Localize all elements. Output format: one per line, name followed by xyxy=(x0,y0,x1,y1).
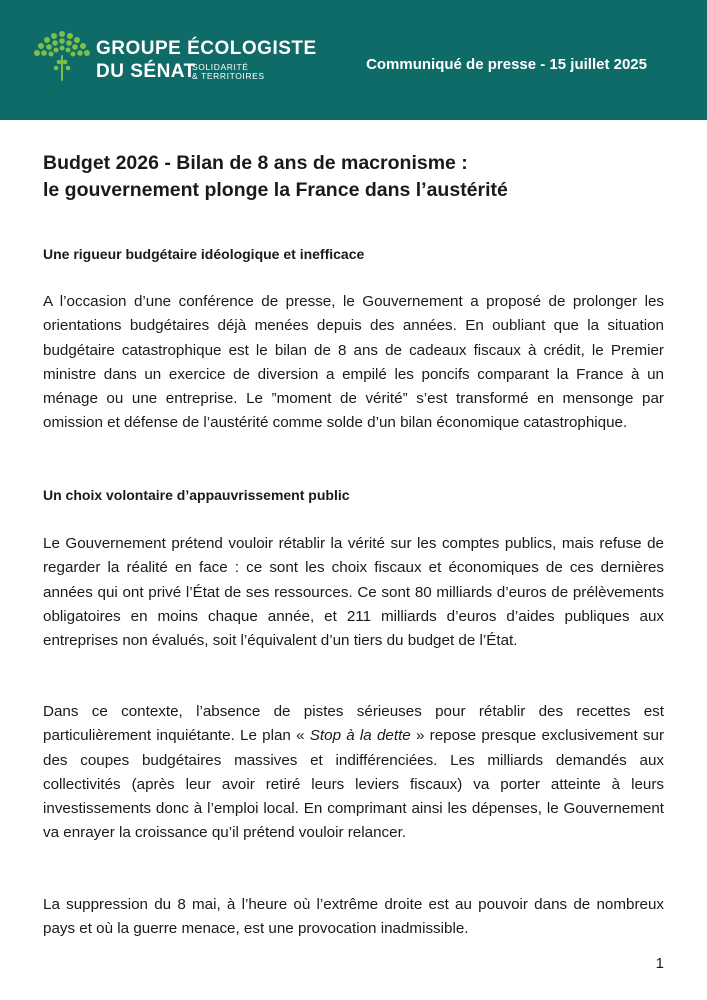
paragraph-8-mai: La suppression du 8 mai, à l’heure où l’extrême droite est au pouvoir dans de nombreux pays et où la guerre menace, est une provocation inadmissible. xyxy=(43,896,664,938)
brand-name-line2: DU SÉNAT xyxy=(96,61,196,82)
document-title xyxy=(43,150,663,204)
contexte-text-after: » repose presque exclusivement sur des coupes budgétaires massives et indifférenciées. Les milliards demandés aux collectivités (après leur avoir retiré leurs leviers fiscaux) va porter atteinte à leurs investissements donc à l’emploi local. En comprimant ainsi les dépenses, le Gouvernement va enrayer la croissance qu’il prétend vouloir relancer. xyxy=(43,727,664,842)
brand-tagline xyxy=(192,63,265,81)
contexte-text-before: Dans ce contexte, l’absence de pistes sérieuses pour rétablir des recettes est particulièrement inquiétante. Le plan « xyxy=(43,703,664,745)
paragraph-conference: A l’occasion d’une conférence de presse, le Gouvernement a proposé de prolonger les orientations budgétaires déjà menées depuis des années. En oubliant que la situation budgétaire catastrophique est le bilan de 8 ans de cadeaux fiscaux à crédit, le Premier ministre dans un exercice de diversion a empilé les poncifs comparant la France à un ménage ou une entreprise. Le ”moment de vérité” s’est transformé en mensonge par omission et défense de l’austérité comme solde d’un bilan économique catastrophique. xyxy=(43,293,664,432)
title-line2: le gouvernement plonge la France dans l’austérité xyxy=(43,179,508,201)
press-release-label: Communiqué de presse - 15 juillet 2025 xyxy=(366,56,647,73)
logo-sun-icon xyxy=(32,30,92,82)
tagline-line1: SOLIDARITÉ xyxy=(192,62,249,72)
paragraph-verite-comptes: Le Gouvernement prétend vouloir rétablir la vérité sur les comptes publics, mais refuse de regarder la réalité en face : ce sont les choix fiscaux et économiques de ces dernières années qui ont privé l’État de ses ressources. Ce sont 80 milliards d’euros de prélèvements obligatoires en moins chaque année, et 211 milliards d’euros d’aides publiques aux entreprises non évalués, soit l’équivalent d’un tiers du budget de l’État. xyxy=(43,535,664,650)
section-heading-appauvrissement: Un choix volontaire d’appauvrissement public xyxy=(43,487,350,503)
brand-name-line1: GROUPE ÉCOLOGISTE xyxy=(96,38,317,59)
header-banner xyxy=(0,0,707,120)
plan-name-italic: Stop à la dette xyxy=(309,727,411,745)
title-line1: Budget 2026 - Bilan de 8 ans de macronisme : xyxy=(43,152,468,174)
page-number: 1 xyxy=(655,955,664,972)
tagline-line2: & TERRITOIRES xyxy=(192,71,265,81)
paragraph-contexte xyxy=(43,700,664,846)
section-heading-rigueur: Une rigueur budgétaire idéologique et inefficace xyxy=(43,246,365,262)
